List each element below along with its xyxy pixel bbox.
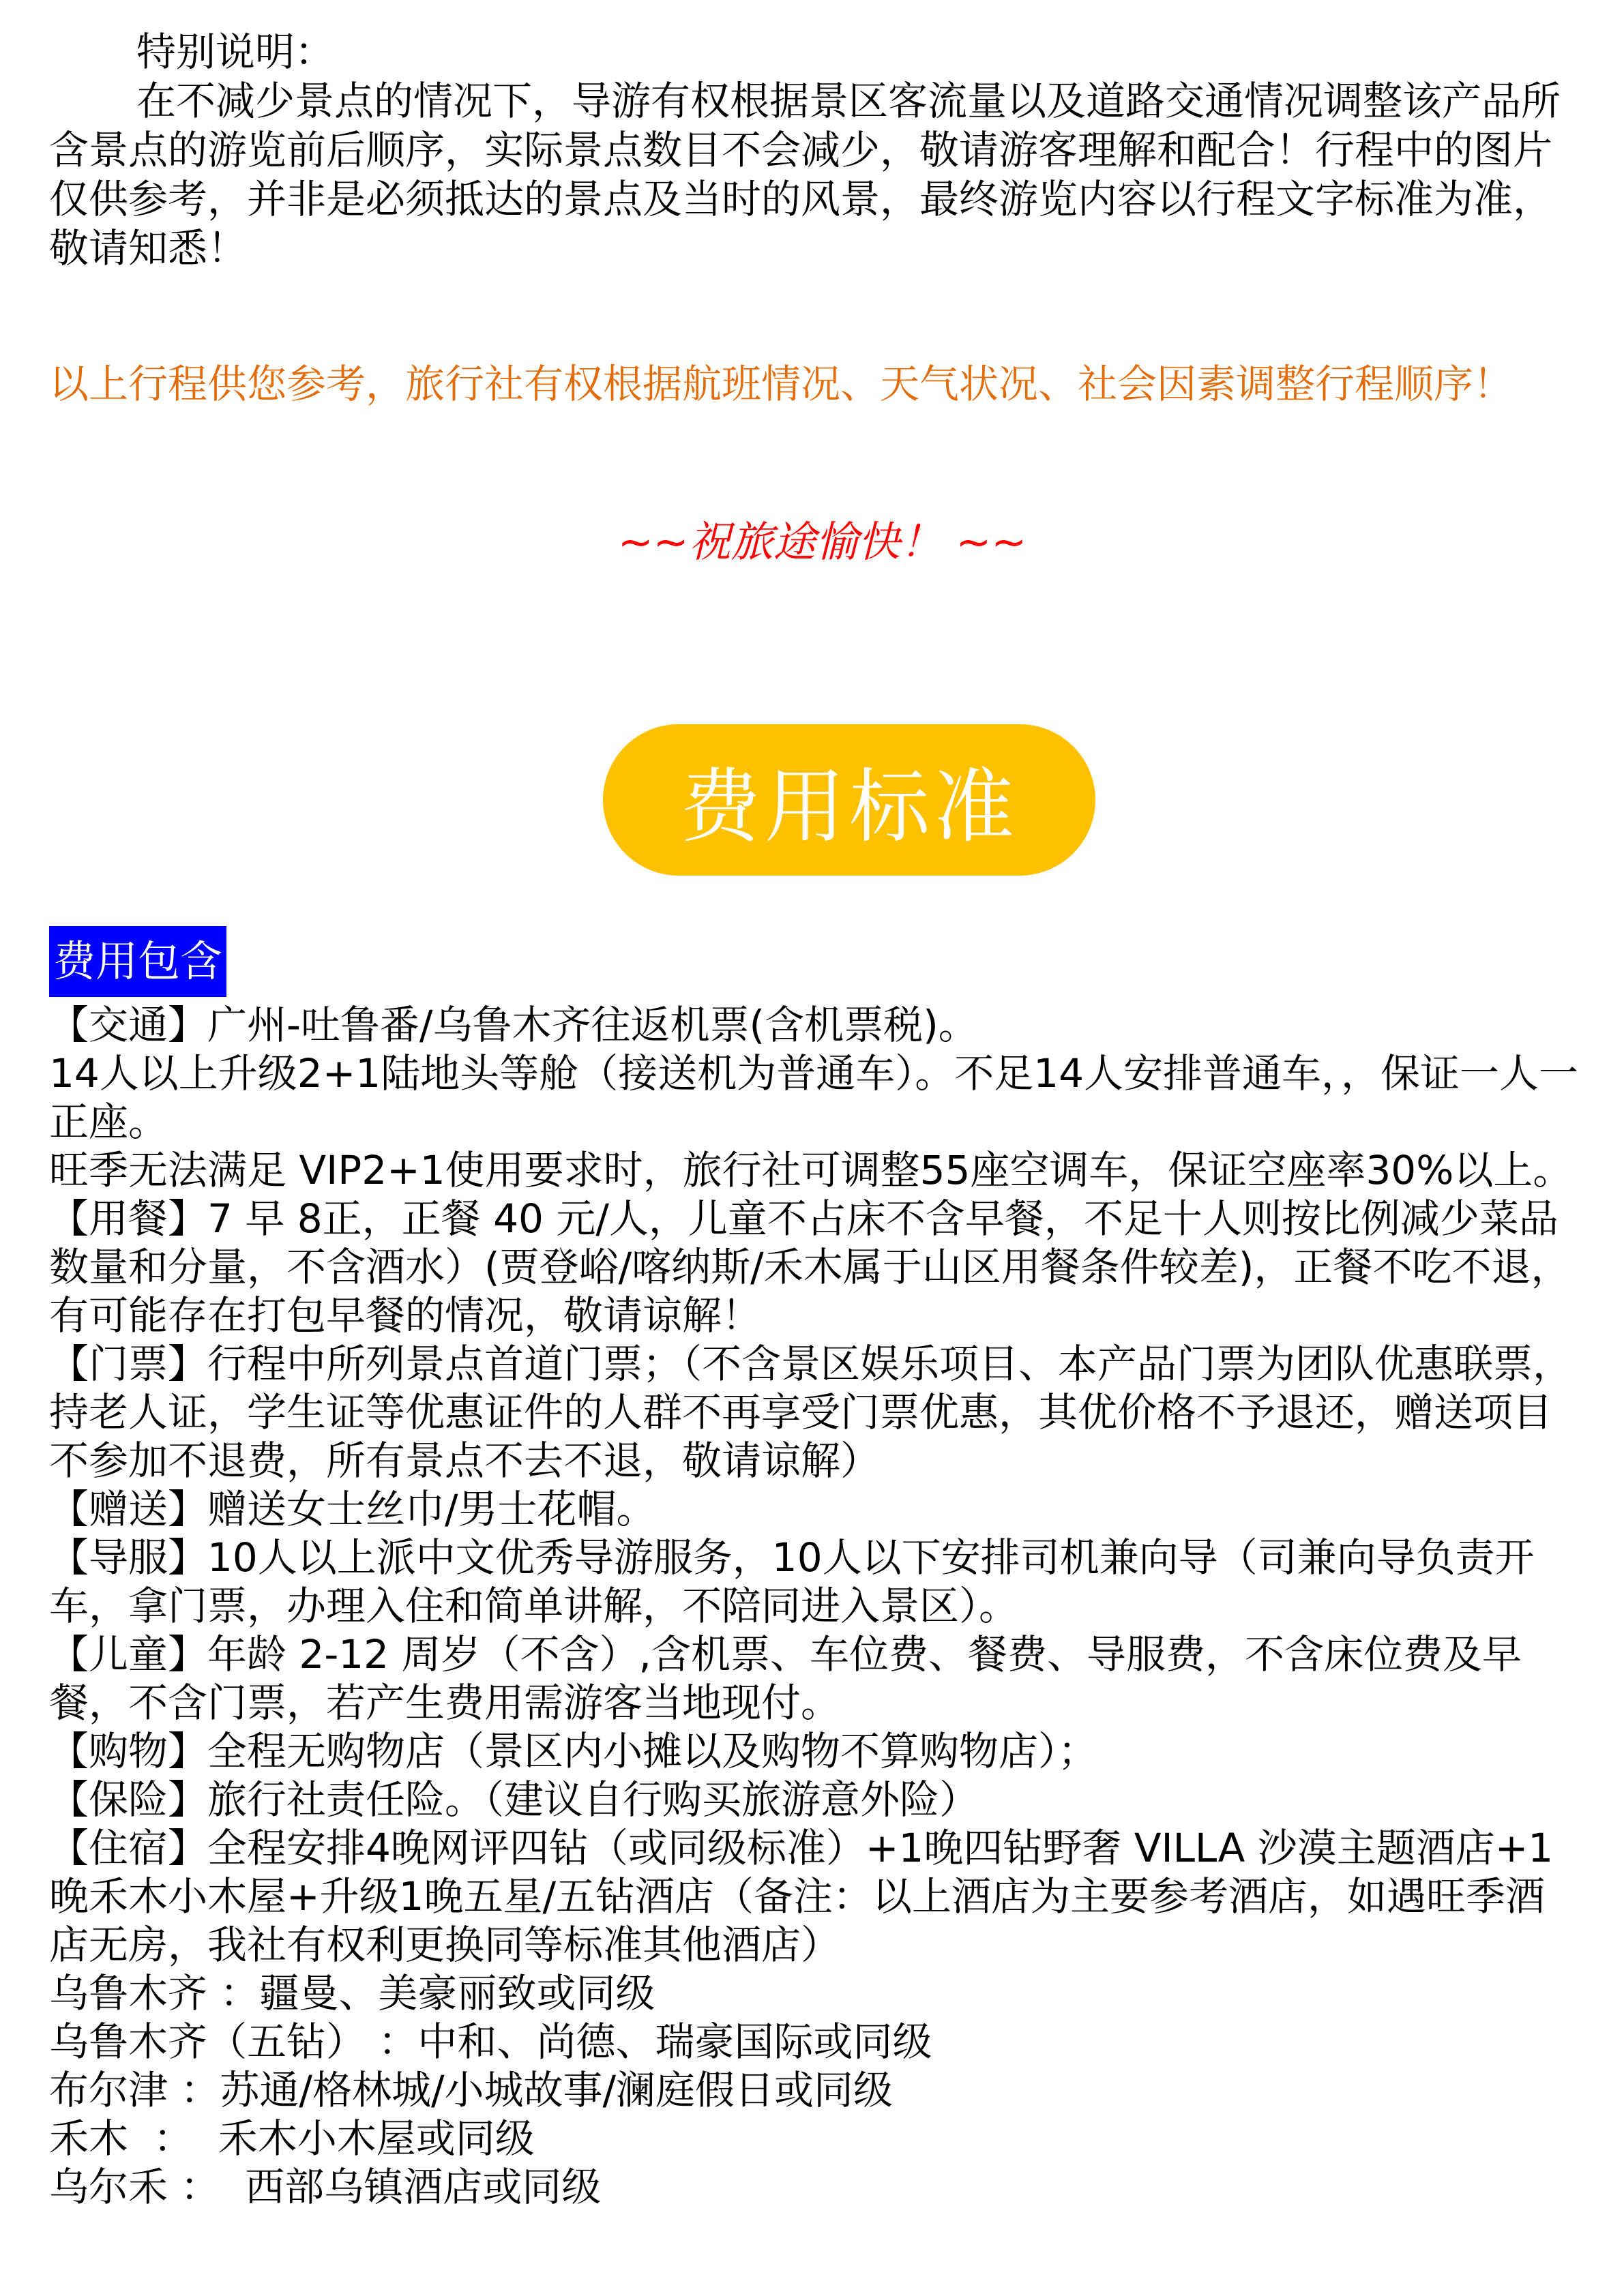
- notice-body: 在不减少景点的情况下，导游有权根据景区客流量以及道路交通情况调整该产品所含景点的游览前后顺序，实际景点数目不会减少，敬请游客理解和配合！行程中的图片仅供参考，并非是必须抵达的景点及当时的风景，最终游览内容以行程文字标准为准，敬请知悉！: [49, 78, 1561, 271]
- fee-included-list: [49, 1001, 1584, 2211]
- list-item: 【住宿】全程安排4晚网评四钻（或同级标准）+1晚四钻野奢 VILLA 沙漠主题酒店+1晚禾木小木屋+升级1晚五星/五钻酒店（备注：以上酒店为主要参考酒店，如遇旺季酒店无房，我社有权利更换同等标准其他酒店）: [49, 1825, 1554, 1968]
- list-item: 【儿童】年龄 2-12 周岁（不含）,含机票、车位费、餐费、导服费，不含床位费及早餐，不含门票，若产生费用需游客当地现付。: [49, 1631, 1522, 1726]
- hotel-line: 布尔津 ：苏通/格林城/小城故事/澜庭假日或同级: [49, 2067, 894, 2113]
- list-item: 【保险】旅行社责任险。（建议自行购买旅游意外险）: [49, 1776, 979, 1823]
- hotel-line: 乌鲁木齐 ：疆曼、美豪丽致或同级: [49, 1970, 655, 2016]
- itinerary-disclaimer: 以上行程供您参考，旅行社有权根据航班情况、天气状况、社会因素调整行程顺序！: [49, 361, 1514, 407]
- list-item: 旺季无法满足 VIP2+1使用要求时，旅行社可调整55座空调车，保证空座率30%以上。: [49, 1147, 1573, 1193]
- fee-standard-banner: [603, 724, 1095, 876]
- hotel-line: 乌鲁木齐（五钻） ：中和、尚德、瑞豪国际或同级: [49, 2018, 932, 2065]
- list-item: 【购物】全程无购物店（景区内小摊以及购物不算购物店）；: [49, 1728, 1098, 1774]
- special-notice: [49, 27, 1584, 273]
- hotel-line: 乌尔禾 ： 西部乌镇酒店或同级: [49, 2164, 602, 2210]
- list-item: 14人以上升级2+1陆地头等舱（接送机为普通车）。不足14人安排普通车，，保证一人一正座。: [49, 1050, 1579, 1145]
- list-item: 【门票】行程中所列景点首道门票；（不含景区娱乐项目、本产品门票为团队优惠联票，持老人证，学生证等优惠证件的人群不再享受门票优惠，其优价格不予退还，赠送项目不参加不退费，所有景点不去不退，敬请谅解）: [49, 1341, 1573, 1484]
- list-item: 【导服】10人以上派中文优秀导游服务，10人以下安排司机兼向导（司兼向导负责开车，拿门票，办理入住和简单讲解，不陪同进入景区）。: [49, 1534, 1535, 1629]
- greeting-text: ~~祝旅途愉快！ ~~: [617, 517, 1027, 567]
- list-item: 【交通】广州-吐鲁番/乌鲁木齐往返机票(含机票税)。: [49, 1002, 978, 1048]
- notice-heading: 特别说明：: [136, 29, 335, 75]
- banner-title: 费用标准: [679, 760, 1018, 854]
- list-item: 【用餐】7 早 8正，正餐 40 元/人，儿童不占床不含早餐，不足十人则按比例减少菜品数量和分量，不含酒水）(贾登峪/喀纳斯/禾木属于山区用餐条件较差)，正餐不吃不退，有可能存在打包早餐的情况，敬请谅解！: [49, 1195, 1571, 1339]
- fee-included-label: 费用包含: [49, 926, 226, 997]
- hotel-line: 禾木 ： 禾木小木屋或同级: [49, 2115, 535, 2162]
- list-item: 【赠送】赠送女士丝巾/男士花帽。: [49, 1486, 656, 1532]
